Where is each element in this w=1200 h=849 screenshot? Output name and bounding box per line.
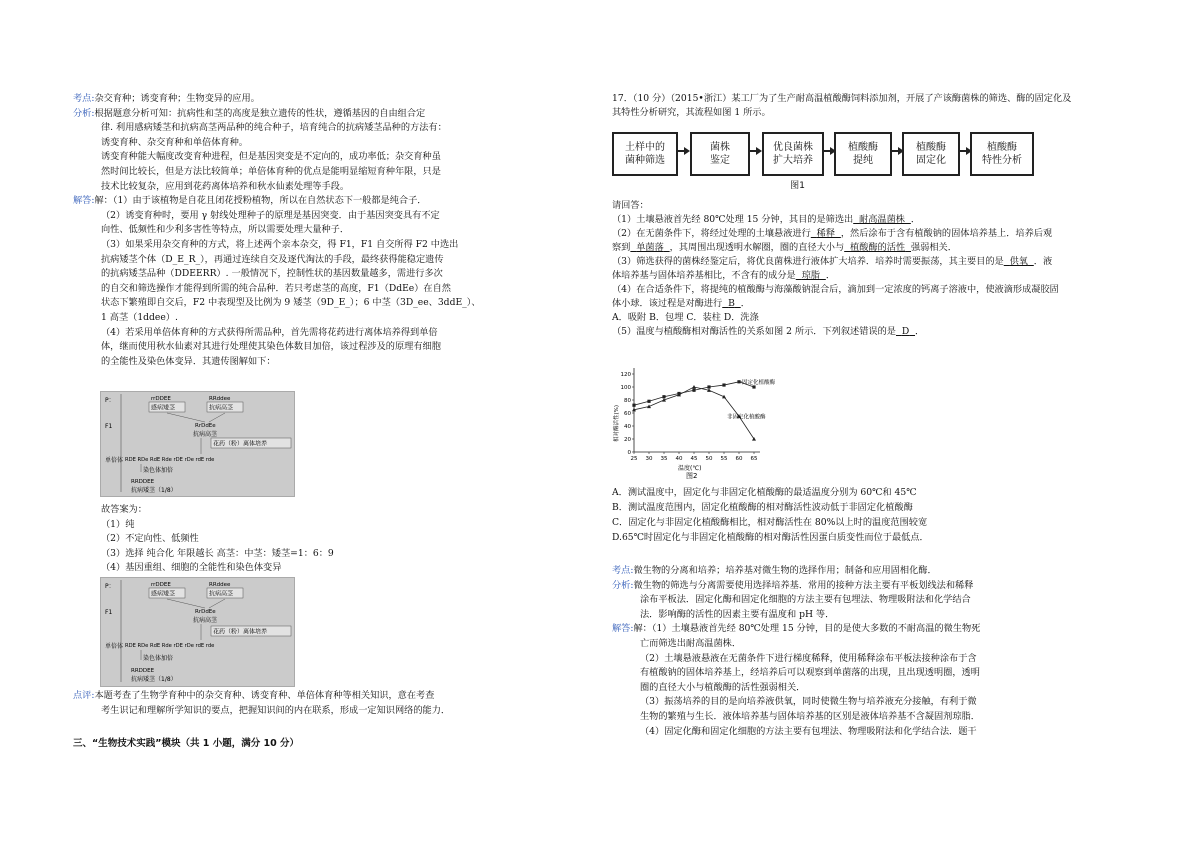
comment-line-1 [101,705,450,717]
left-line-text: 诱变育种能大幅度改变育种进程，但是基因突变是不定向的，成功率低；杂交育种虽 [101,151,441,163]
q3-text-b: ．液 [1033,256,1053,267]
question-17-intro: 17．（10 分）（2015•浙江）某工厂为了生产耐高温植酸酶饲料添加剂，开展了产该酶菌株的筛选、酶的固定化及 [612,93,1072,104]
q3-text-c: 体培养基与固体培养基相比，不含有的成分是 [612,270,796,281]
analysis-line-3 [640,609,834,621]
analysis-line-9 [640,696,977,708]
q3-text-a: （3）筛选获得的菌株经鉴定后，将优良菌株进行液体扩大培养．培养时需要振荡，其主要目的是 [612,256,1004,267]
chart-y-tick-label: 120 [620,372,631,378]
diagram2-f1-label: F1 [105,609,113,616]
option-1: B．测试温度范围内，固定化植酸酶的相对酶活性波动低于非固定化植酸酶 [612,502,913,513]
q2-answer-3 [844,242,911,253]
answer-line-4 [101,562,281,574]
chart-y-tick-label: 60 [624,411,631,417]
q5-text-b: ． [915,326,925,337]
chart-point [707,385,710,388]
flow-arrow-4 [890,150,902,152]
q2-text-e: 强弱相关． [911,242,957,253]
diagram-parent1-pheno: 感病矮茎 [151,404,176,412]
option-2: C．固定化与非固定化植酸酶相比，相对酶活性在 80%以上时的温度范围较宽 [612,517,928,528]
left-line-label: 考点: [73,93,95,104]
question-17-intro-2: 其特性分析研究，其流程如图 1 所示。 [612,107,771,118]
flow-step-5: 植酸酶 固定化 [902,132,960,176]
answer-line-1 [101,519,134,531]
q5-text-a: （5）温度与植酸酶相对酶活性的关系如图 2 所示．下列叙述错误的是 [612,326,896,337]
chart-x-tick-label: 35 [660,456,668,462]
analysis-line-label: 解答: [612,623,634,635]
question-17-part-3b [612,270,835,282]
chart-y-tick-label: 40 [624,424,631,430]
left-line-text: 状态下繁殖即自交后，F2 中表现型及比例为 9 矮茎（9D_E_）；6 中茎（3D_ee、3ddE_）、 [101,297,481,309]
left-line-8 [101,210,440,222]
analysis-line-0 [612,565,937,577]
diagram-anther-culture: 花药（粉）离体培养 [213,440,268,448]
left-line-6 [101,181,349,193]
q2-answer-1-text: 稀释 [816,228,836,239]
chart-point [692,385,696,389]
left-line-text: 的自交和筛选操作才能得到所需的纯合品种．若只考虑茎的高度，F1（DdEe）在自然 [101,282,451,294]
left-line-14 [101,297,481,309]
answer-line-text: （2）不定向性、低频性 [101,533,199,545]
q1-end: ． [910,214,921,225]
analysis-line-text: 圈的直径大小与植酸酶的活性强弱相关． [640,681,806,693]
analysis-line-text: 有植酸钠的固体培养基上，经培养后可以观察到单菌落的出现，且出现透明圈，透明 [640,667,980,679]
flow-step-1: 土样中的 菌种筛选 [612,132,678,176]
left-line-text: 抗病矮茎个体（D_E_R_），再通过连续自交及逐代淘汰的手段，最终获得能稳定遗传 [101,253,444,265]
left-line-text: 1 高茎（1ddee）. [101,312,178,323]
chart-x-tick-label: 30 [645,456,653,462]
diagram-result-pheno: 抗病矮茎（1/8） [131,487,177,494]
diagram2-parent1-geno: rrDDEE [151,582,171,588]
q4-answer-text: B [728,298,735,309]
analysis-line-text: （2）土壤悬液悬液在无菌条件下进行梯度稀释，使用稀释涂布平板法接种涂布于含 [640,652,977,664]
analysis-line-5 [640,638,741,650]
diagram2-result-pheno: 抗病矮茎（1/8） [131,676,177,683]
q5-answer-text: D [901,326,910,337]
left-line-7 [73,195,426,207]
left-line-17 [101,341,441,353]
diagram2-chromosome-doubling: 染色体加倍 [143,655,174,662]
chart-series-line-1 [634,387,754,439]
q1-text: （1）土壤悬液首先经 80℃处理 15 分钟，其目的是筛选出 [612,214,854,225]
chart-x-tick-label: 50 [705,456,713,462]
q2-text-a: （2）在无菌条件下，将经过处理的土壤悬液进行 [612,228,811,239]
chart-x-tick-label: 45 [690,456,698,462]
left-line-18 [101,356,276,368]
left-line-text: 杂交育种；诱变育种；生物变异的应用。 [94,93,260,104]
chart-y-tick-label: 100 [620,385,631,391]
answer-line-text: （4）基因重组、细胞的全能性和染色体变异 [101,562,282,574]
answer-line-text: 故答案为： [101,504,147,515]
diagram-parent2-geno: RRddee [209,396,231,402]
diagram2-parent2-geno: RRddee [209,582,231,588]
chart-x-tick-label: 65 [750,456,758,462]
chart-x-tick-label: 25 [630,456,638,462]
comment-line-0 [73,690,434,702]
q2-text-b: ，然后涂布于含有植酸钠的固体培养基上．培养后观 [840,228,1053,239]
question-17-part-2b [612,242,957,254]
section-heading: 三、“生物技术实践”模块（共 1 小题，满分 10 分） [73,738,300,749]
genetic-diagram-1 [100,391,295,497]
diagram-gametes: RDE RDe RdE Rde rDE rDe rdE rde [125,457,215,463]
analysis-line-text: 微生物的筛选与分离需要使用选择培养基．常用的接种方法主要有平板划线法和稀释 [633,579,974,591]
question-17-part-1 [612,214,920,226]
chart-x-tick-label: 60 [735,456,743,462]
chart-point [752,385,755,388]
diagram2-anther-culture: 花药（粉）离体培养 [213,628,268,636]
chart-point [692,389,695,392]
please-answer: 请回答： [612,200,649,211]
left-line-3 [101,137,248,149]
enzyme-activity-chart [604,362,794,480]
left-line-12 [101,268,443,280]
analysis-line-text: 亡而筛选出耐高温菌株． [640,638,742,649]
left-line-11 [101,254,444,266]
answer-line-text: （1）纯 [101,518,135,530]
left-line-0 [73,93,260,105]
left-line-10 [101,239,458,251]
left-line-5 [101,166,441,178]
answer-line-text: （3）选择 纯合化 年限越长 高茎：中茎：矮茎=1：6：9 [101,547,334,559]
q2-text-d: ，其周围出现透明水解圈，圈的直径大小与 [669,242,845,253]
analysis-line-1 [612,580,973,592]
q1-answer [853,214,911,225]
left-line-text: 体，继而使用秋水仙素对其进行处理使其染色体数目加倍，该过程涉及的原理有细胞 [101,341,441,353]
question-17-part-4b [612,298,750,310]
chart-point [647,400,650,403]
chart-series-label-1: 非固定化植酸酶 [727,414,766,421]
comment-line-label: 点评: [73,690,95,701]
diagram2-parent2-pheno: 抗病高茎 [209,590,234,598]
q2-answer-1 [811,228,841,239]
chart-y-tick-label: 20 [624,437,631,443]
diagram2-result-geno: RRDDEE [131,668,155,674]
question-17-part-3a [612,256,1052,268]
chart-ylabel: 相对酶活性(%) [614,404,620,442]
genetic-diagram-2 [100,577,295,687]
diagram-f1-pheno: 抗病高茎 [193,431,218,438]
analysis-line-text: 微生物的分离和培养；培养基对微生物的选择作用；制备和应用固相化酶． [633,565,937,576]
left-line-text: 律. 利用感病矮茎和抗病高茎两品种的纯合种子，培育纯合的抗病矮茎品种的方法有： [101,122,447,134]
analysis-line-text: （4）固定化酶和固定化细胞的方法主要有包埋法、物理吸附法和化学结合法．题干 [640,725,977,737]
answer-line-0 [101,504,147,516]
chart-point [632,404,635,407]
flowchart-figure-1 [612,128,1032,178]
left-line-4 [101,151,441,163]
q2-answer-2-text: 单菌落 [636,242,664,253]
left-line-13 [101,283,451,295]
left-line-9 [101,224,349,236]
figure-1-caption: 图1 [790,180,806,191]
q3-text-d: ． [825,270,835,281]
left-line-text: 向性、低频性和少利多害性等特点，所以需要处理大量种子． [101,224,350,236]
diagram2-f1-pheno: 抗病高茎 [193,617,218,624]
analysis-line-4 [612,623,980,635]
left-line-text: （4）若采用单倍体育种的方式获得所需品种，首先需将花药进行离体培养得到单倍 [101,326,438,338]
analysis-line-6 [640,653,977,665]
left-line-label: 解答: [73,195,95,207]
q2-answer-2 [630,242,669,253]
chart-caption: 图2 [686,472,698,480]
diagram-haploid-label: 单倍体 [105,457,124,464]
diagram-result-geno: RRDDEE [131,479,155,485]
analysis-line-text: 生物的繁殖与生长．液体培养基与固体培养基的区别是液体培养基不含凝固剂琼脂． [640,711,980,722]
analysis-line-label: 考点: [612,565,634,576]
diagram-chromosome-doubling: 染色体加倍 [143,467,174,474]
q3-answer-2-text: 琼脂 [801,270,820,281]
q4-text-b: 体小球．该过程是对酶进行 [612,298,723,309]
diagram-parent1-geno: rrDDEE [151,396,171,402]
left-line-1 [73,108,425,120]
comment-line-text: 考生识记和理解所学知识的要点，把握知识间的内在联系，形成一定知识网络的能力． [101,704,451,716]
chart-series-label-0: 固定化植酸酶 [742,379,776,386]
chart-y-tick-label: 80 [624,398,631,404]
q4-text-c: ． [740,298,750,309]
q5-answer [896,326,915,337]
left-line-text: 然时间比较长，但是方法比较简单；单倍体育种的优点是能明显缩短育种年限，只是 [101,166,441,177]
q2-answer-3-text: 植酸酶的活性 [850,242,906,253]
chart-point [722,383,725,386]
question-17-part-2a [612,228,1052,240]
question-17-part-4a: （4）在合适条件下，将提纯的植酸酶与海藻酸钠混合后，滴加到一定浓度的钙离子溶液中，使液滴形成凝胶固 [612,284,1059,295]
diagram2-gametes: RDE RDe RdE Rde rDE rDe rdE rde [125,643,215,649]
left-line-label: 分析: [73,107,95,119]
diagram2-p-label: P： [105,583,115,590]
chart-y-tick-label: 0 [627,450,631,456]
q3-answer-2 [796,270,826,281]
flow-arrow-2 [748,150,760,152]
q1-answer-text: 耐高温菌株 [859,214,905,225]
chart-x-tick-label: 40 [675,456,683,462]
diagram-f1-geno: RrDdEe [195,423,216,429]
flow-arrow-1 [676,150,688,152]
diagram-p-label: P： [105,397,115,404]
comment-line-text: 本题考查了生物学育种中的杂交育种、诱变育种、单倍体育种等相关知识，意在考查 [94,690,435,701]
analysis-line-8 [640,682,805,694]
q2-text-c: 察到 [612,242,631,253]
left-line-16 [101,327,438,339]
analysis-line-10 [640,711,980,723]
chart-x-tick-label: 55 [720,456,728,462]
flow-step-3: 优良菌株 扩大培养 [762,132,824,176]
chart-xlabel: 温度(℃) [678,465,702,472]
analysis-line-text: （3）振荡培养的目的是向培养液供氧，同时使微生物与培养液充分接触，有利于微 [640,696,977,708]
flow-step-4: 植酸酶 提纯 [834,132,892,176]
analysis-line-text: 法．影响酶的活性的因素主要有温度和 pH 等． [640,608,835,620]
left-line-text: 的抗病矮茎品种（DDEERR）. 一般情况下，控制性状的基因数量越多，需进行多次 [101,268,443,280]
question-17-part-4-options: A．吸附 B．包埋 C．装柱 D．洗涤 [612,312,759,323]
flow-step-6: 植酸酶 特性分析 [970,132,1034,176]
q3-answer-1 [1004,256,1034,267]
left-line-text: 技术比较复杂，应用到花药离体培养和秋水仙素处理等手段。 [101,180,350,192]
option-3: D.65℃时固定化与非固定化植酸酶的相对酶活性因蛋白质变性而位于最低点． [612,532,929,543]
q4-answer [722,298,740,309]
chart-point [662,395,665,398]
option-0: A．测试温度中，固定化与非固定化植酸酶的最适温度分别为 60℃和 45℃ [612,487,917,498]
diagram2-f1-geno: RrDdEe [195,609,216,615]
analysis-line-label: 分析: [612,579,634,591]
flow-arrow-3 [822,150,834,152]
left-line-text: 解：（1）由于该植物是自花且闭花授粉植物，所以在自然状态下一般都是纯合子． [94,195,427,207]
diagram-f1-label: F1 [105,423,113,430]
flow-step-2: 菌株 鉴定 [690,132,750,176]
diagram-parent2-pheno: 抗病高茎 [209,404,234,412]
left-line-text: 的全能性及染色体变异．其遗传图解如下： [101,355,276,367]
answer-line-2 [101,533,199,545]
flow-arrow-5 [958,150,970,152]
analysis-line-text: 解：（1）土壤悬液首先经 80℃处理 15 分钟，目的是使大多数的不耐高温的微生物死 [633,623,981,635]
left-line-text: 根据题意分析可知：抗病性和茎的高度是独立遗传的性状，遵循基因的自由组合定 [94,107,426,119]
analysis-line-11 [640,726,977,738]
question-17-part-5 [612,326,924,338]
diagram2-parent1-pheno: 感病矮茎 [151,590,176,598]
left-line-text: （2）诱变育种时，要用 γ 射线处理种子的原理是基因突变．由于基因突变具有不定 [101,209,440,221]
left-line-text: （3）如果采用杂交育种的方式，将上述两个亲本杂交，得 F1，F1 自交所得 F2 中选出 [101,239,459,250]
left-line-2 [101,122,447,134]
q3-answer-1-text: 供氧 [1009,256,1028,267]
analysis-line-text: 涂布平板法．固定化酶和固定化细胞的方法主要有包埋法、物理吸附法和化学结合 [640,594,971,606]
diagram2-haploid-label: 单倍体 [105,643,124,650]
analysis-line-7 [640,667,980,679]
left-line-15 [101,312,178,324]
answer-line-3 [101,548,334,560]
analysis-line-2 [640,594,971,606]
left-line-text: 诱变育种、杂交育种和单倍体育种。 [101,136,248,148]
